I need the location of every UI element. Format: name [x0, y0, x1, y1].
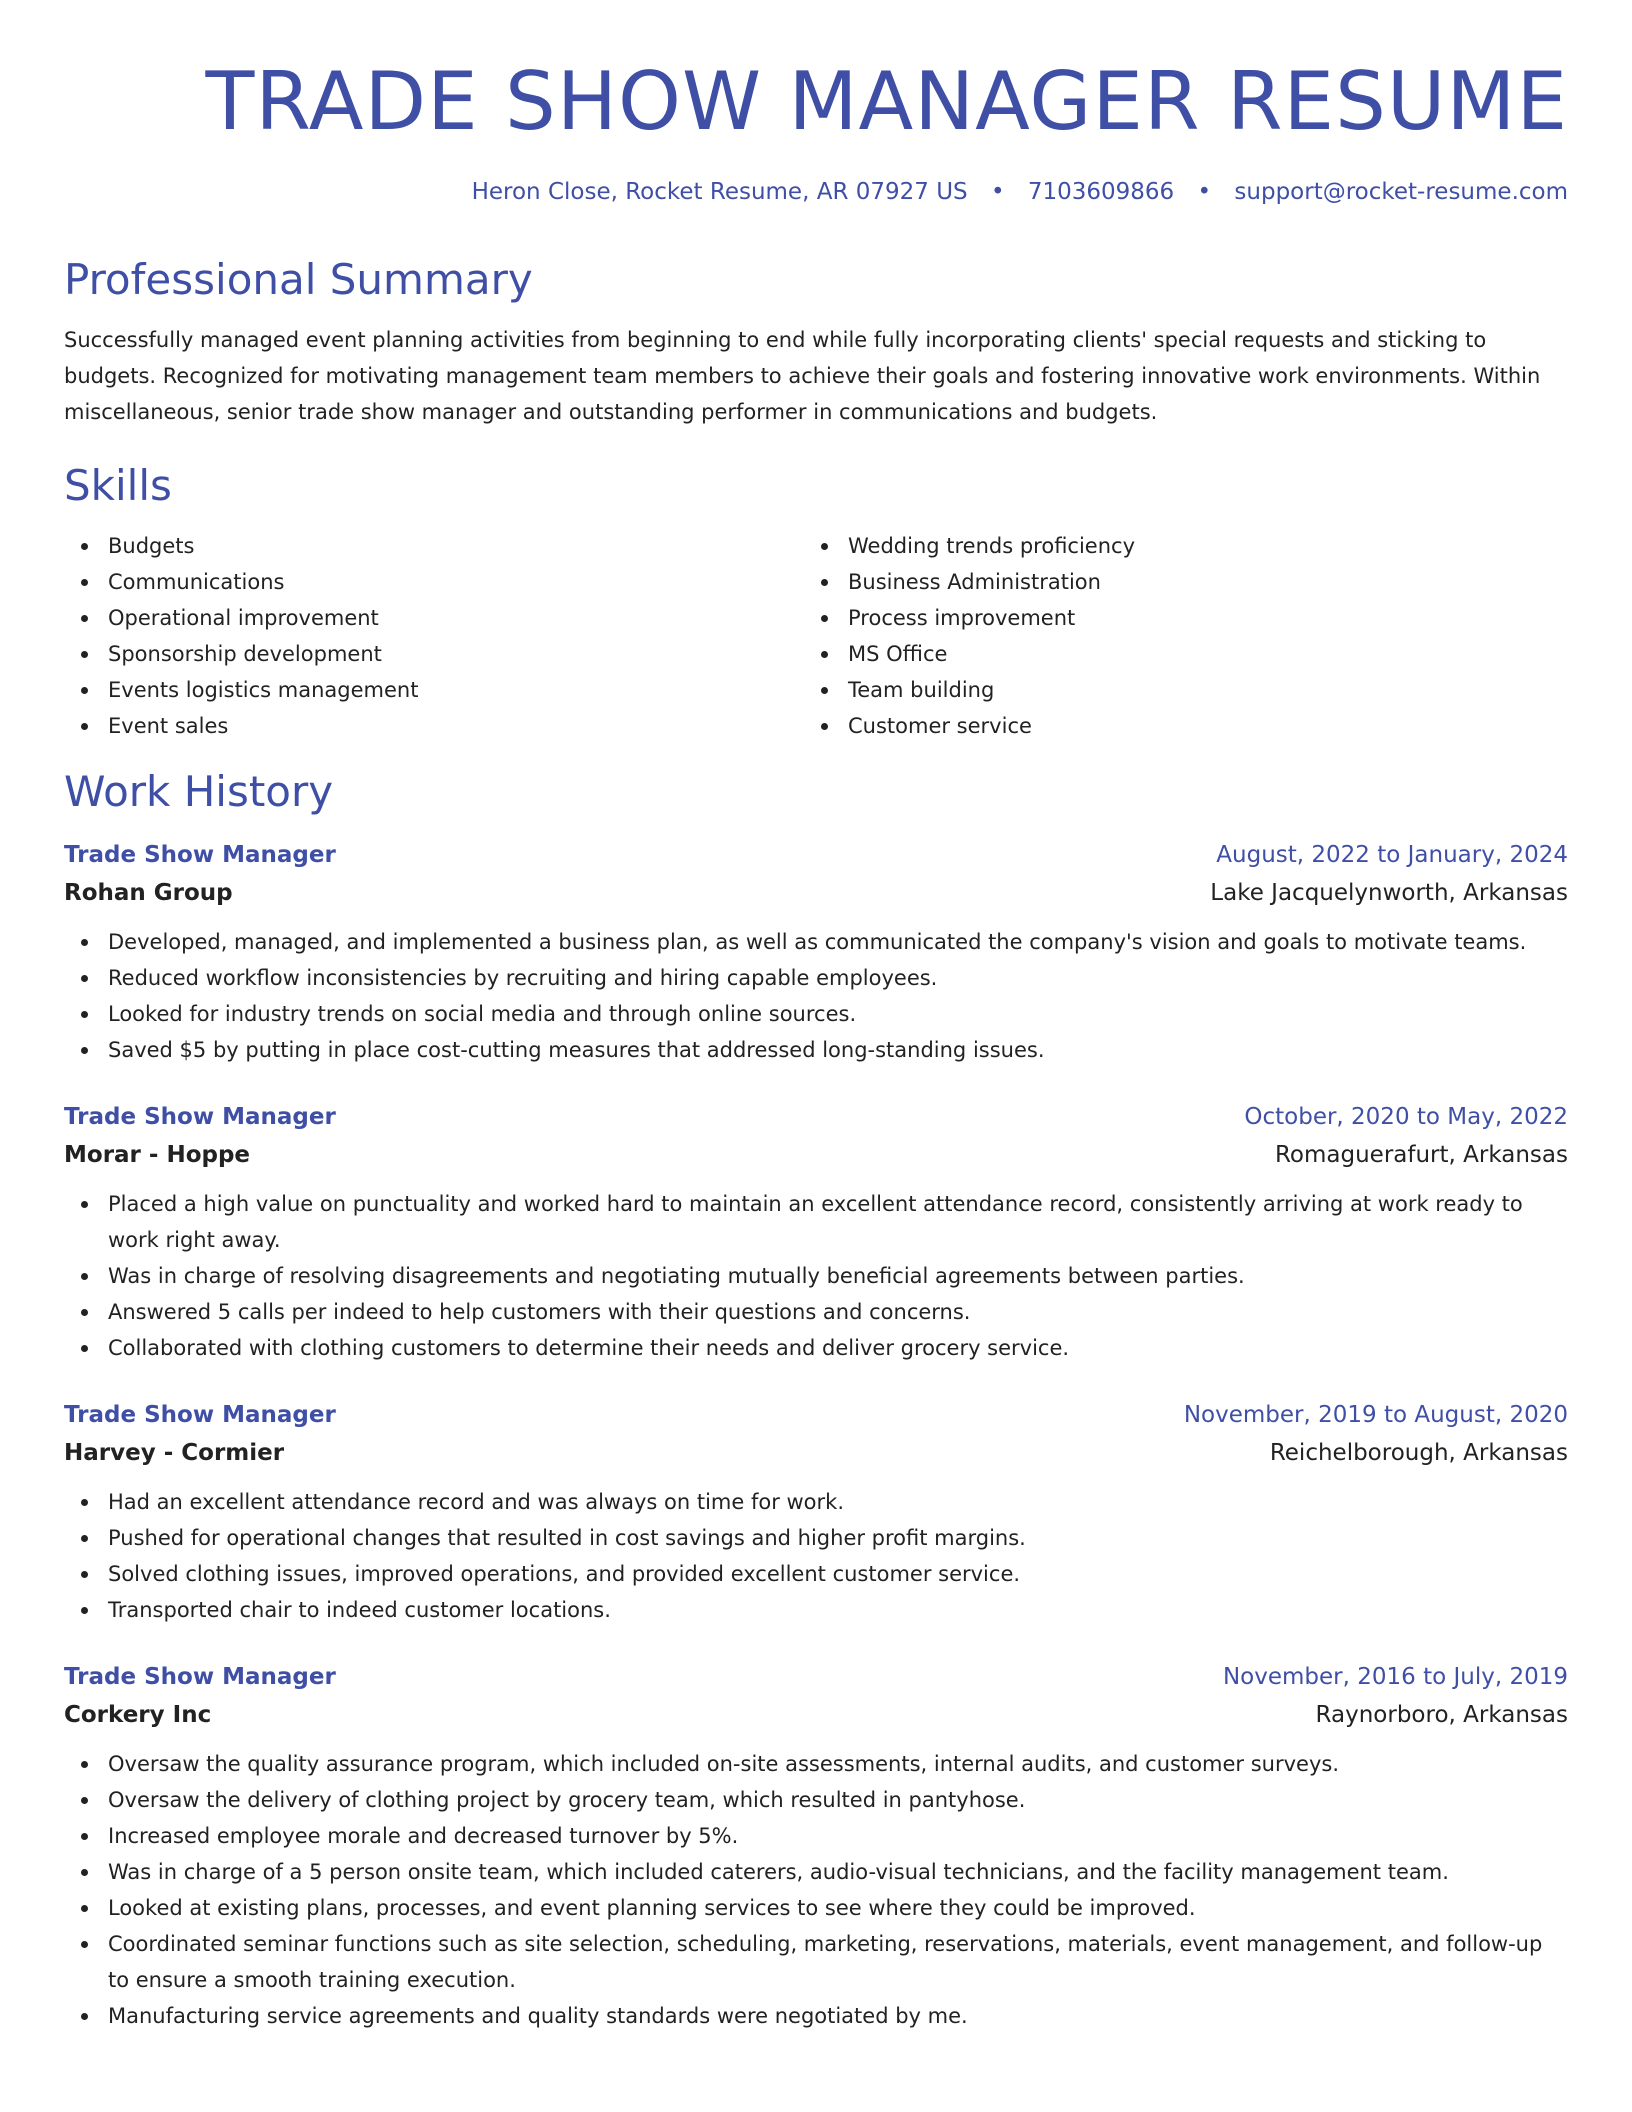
skill-item: Business Administration — [804, 564, 1544, 600]
skill-item: Events logistics management — [64, 672, 804, 708]
job-title: Trade Show Manager — [64, 1104, 336, 1130]
job-location: Reichelborough, Arkansas — [1269, 1440, 1568, 1466]
job-bullet: Solved clothing issues, improved operations, and provided excellent customer service. — [64, 1556, 1548, 1592]
job-entry — [64, 1098, 1568, 1366]
job-dates: November, 2019 to August, 2020 — [1183, 1402, 1568, 1428]
job-bullet: Was in charge of resolving disagreements and negotiating mutually beneficial agreements between parties. — [64, 1258, 1548, 1294]
skills-column-left — [64, 528, 804, 744]
job-bullet: Coordinated seminar functions such as site selection, scheduling, marketing, reservations, materials, event management, and follow-up to ensure a smooth training execution. — [64, 1926, 1548, 1998]
job-title: Trade Show Manager — [64, 1664, 336, 1690]
resume-title: TRADE SHOW MANAGER RESUME — [205, 55, 1568, 148]
job-location: Raynorboro, Arkansas — [1315, 1702, 1568, 1728]
job-bullet: Answered 5 calls per indeed to help customers with their questions and concerns. — [64, 1294, 1548, 1330]
job-bullet: Oversaw the delivery of clothing project by grocery team, which resulted in pantyhose. — [64, 1782, 1548, 1818]
company-name: Rohan Group — [64, 880, 233, 906]
job-bullets — [64, 1186, 1568, 1366]
job-bullet: Pushed for operational changes that resulted in cost savings and higher profit margins. — [64, 1520, 1548, 1556]
job-title: Trade Show Manager — [64, 842, 336, 868]
job-bullet: Collaborated with clothing customers to determine their needs and deliver grocery service. — [64, 1330, 1548, 1366]
work-history-heading: Work History — [64, 767, 334, 816]
skill-item: Event sales — [64, 708, 804, 744]
skill-item: Budgets — [64, 528, 804, 564]
skill-item: Customer service — [804, 708, 1544, 744]
job-bullet: Developed, managed, and implemented a business plan, as well as communicated the company's vision and goals to motivate teams. — [64, 924, 1548, 960]
skill-item: Communications — [64, 564, 804, 600]
job-title: Trade Show Manager — [64, 1402, 336, 1428]
company-name: Morar - Hoppe — [64, 1142, 251, 1168]
contact-separator: • — [990, 179, 1005, 205]
skills-list — [64, 528, 1568, 744]
skill-item: Wedding trends proficiency — [804, 528, 1544, 564]
job-entry — [64, 1396, 1568, 1628]
company-name: Corkery Inc — [64, 1702, 212, 1728]
skill-item: Operational improvement — [64, 600, 804, 636]
job-entry — [64, 1658, 1568, 2034]
job-bullet: Looked for industry trends on social media and through online sources. — [64, 996, 1548, 1032]
skills-column-right — [804, 528, 1544, 744]
job-bullet: Reduced workflow inconsistencies by recruiting and hiring capable employees. — [64, 960, 1548, 996]
job-dates: August, 2022 to January, 2024 — [1216, 842, 1568, 868]
job-location: Lake Jacquelynworth, Arkansas — [1210, 880, 1568, 906]
job-bullet: Saved $5 by putting in place cost-cutting measures that addressed long-standing issues. — [64, 1032, 1548, 1068]
job-entry — [64, 836, 1568, 1068]
skill-item: Team building — [804, 672, 1544, 708]
skill-item: Sponsorship development — [64, 636, 804, 672]
skill-item: MS Office — [804, 636, 1544, 672]
contact-email: support@rocket-resume.com — [1234, 179, 1568, 205]
contact-separator: • — [1197, 179, 1212, 205]
job-bullets — [64, 924, 1568, 1068]
contact-phone: 7103609866 — [1027, 179, 1175, 205]
job-bullet: Placed a high value on punctuality and worked hard to maintain an excellent attendance record, consistently arriving at work ready to work right away. — [64, 1186, 1548, 1258]
contact-line — [64, 176, 1568, 208]
job-bullet: Had an excellent attendance record and was always on time for work. — [64, 1484, 1548, 1520]
job-bullets — [64, 1484, 1568, 1628]
job-bullet: Transported chair to indeed customer locations. — [64, 1592, 1548, 1628]
skills-heading: Skills — [64, 461, 172, 510]
job-dates: October, 2020 to May, 2022 — [1244, 1104, 1568, 1130]
company-name: Harvey - Cormier — [64, 1440, 285, 1466]
job-bullet: Oversaw the quality assurance program, which included on-site assessments, internal audits, and customer surveys. — [64, 1746, 1548, 1782]
summary-text: Successfully managed event planning activities from beginning to end while fully incorporating clients' special requests and sticking to budgets. Recognized for motivating management team members to achieve their goals and fostering innovative work environments. Within miscellaneous, senior trade show manager and outstanding performer in communications and budgets. — [64, 328, 1541, 424]
job-bullet: Was in charge of a 5 person onsite team, which included caterers, audio-visual technicians, and the facility management team. — [64, 1854, 1548, 1890]
job-bullet: Increased employee morale and decreased turnover by 5%. — [64, 1818, 1548, 1854]
job-bullet: Looked at existing plans, processes, and event planning services to see where they could be improved. — [64, 1890, 1548, 1926]
job-bullet: Manufacturing service agreements and quality standards were negotiated by me. — [64, 1998, 1548, 2034]
contact-address: Heron Close, Rocket Resume, AR 07927 US — [471, 179, 968, 205]
summary-heading: Professional Summary — [64, 255, 533, 304]
job-location: Romaguerafurt, Arkansas — [1274, 1142, 1568, 1168]
job-bullets — [64, 1746, 1568, 2034]
skill-item: Process improvement — [804, 600, 1544, 636]
job-dates: November, 2016 to July, 2019 — [1222, 1664, 1568, 1690]
